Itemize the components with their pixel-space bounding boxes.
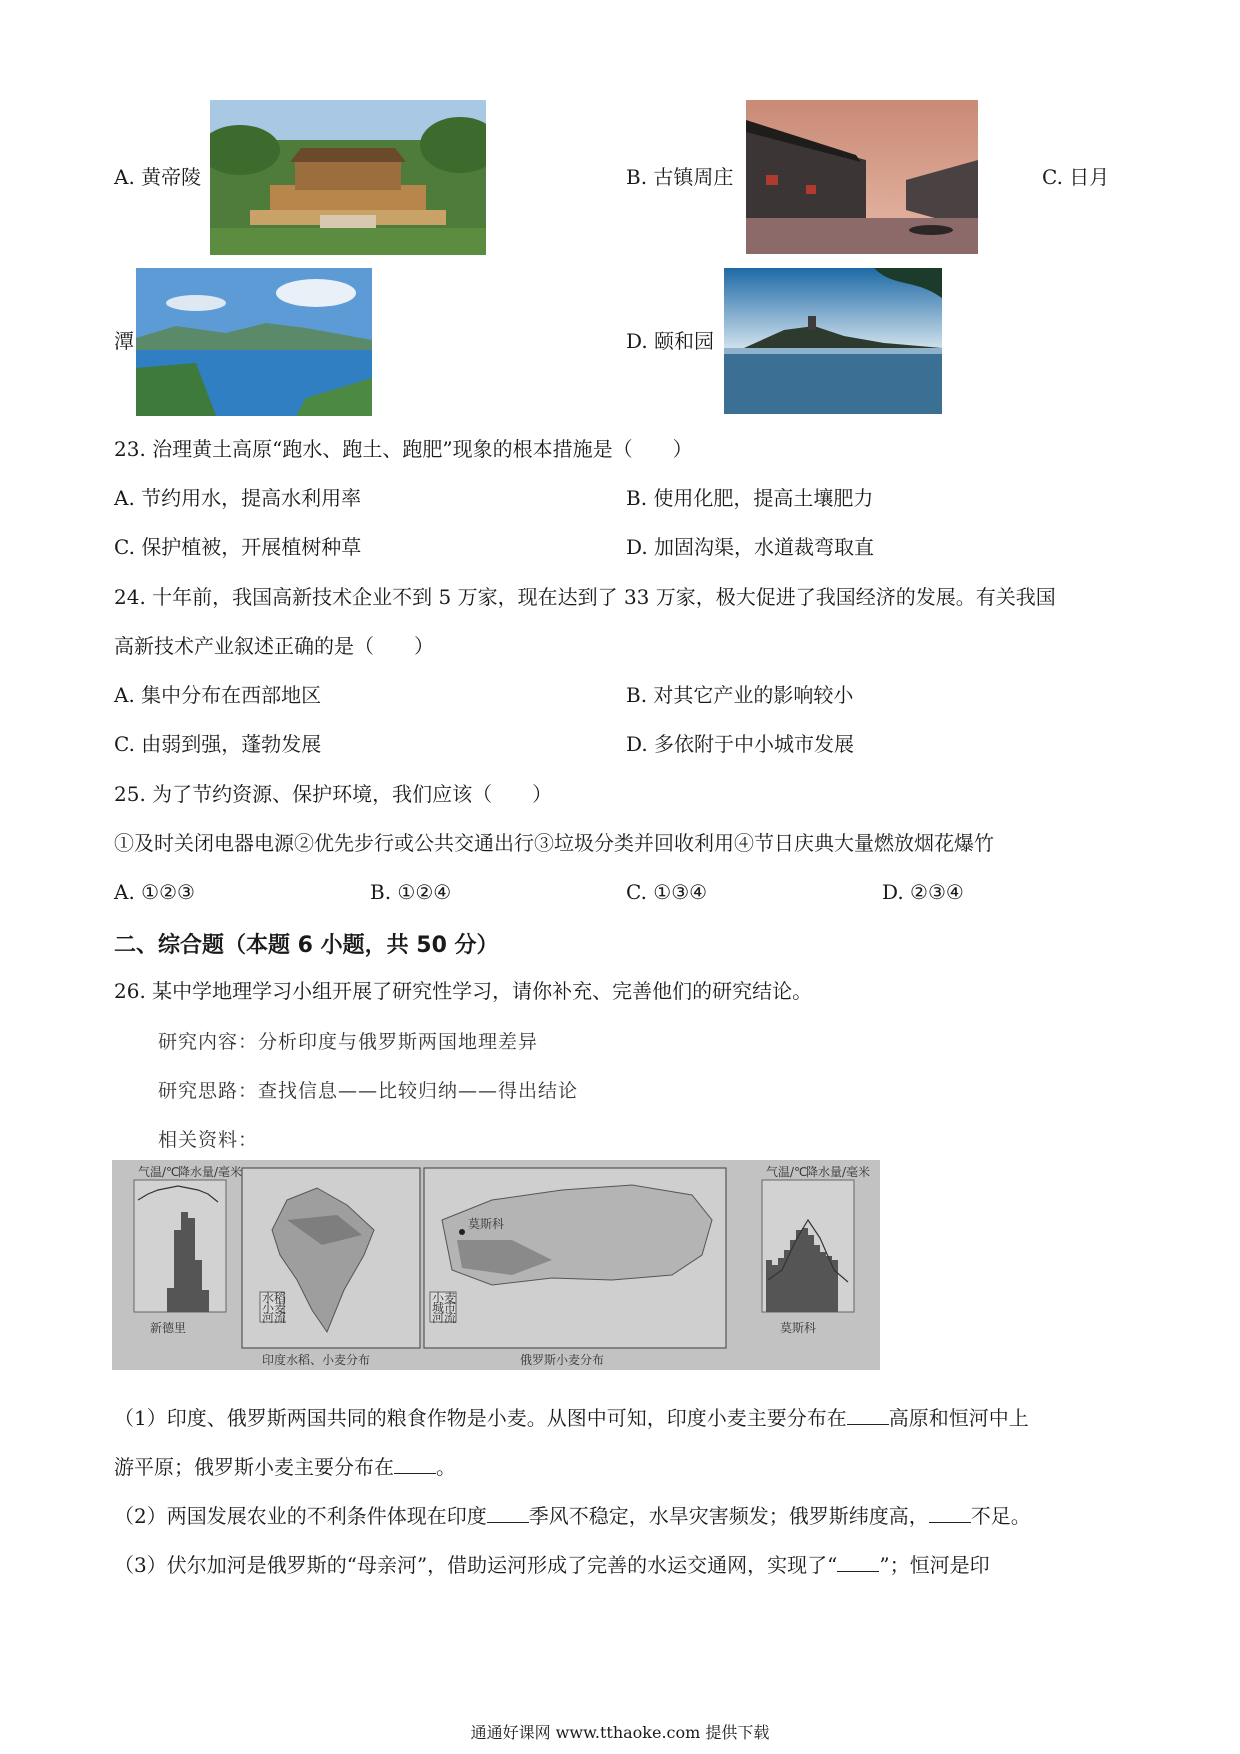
q24-option-b: B. 对其它产业的影响较小 xyxy=(626,683,854,707)
right-temp-axis-label: 气温/℃ xyxy=(766,1165,808,1179)
legend-right-2: 城市 xyxy=(432,1301,457,1315)
legend-left-3: 河流 xyxy=(262,1311,287,1325)
moscow-climate-chart xyxy=(762,1180,854,1312)
q25-option-c: C. ①③④ xyxy=(626,880,708,904)
moscow-label: 莫斯科 xyxy=(780,1321,817,1335)
q25-option-b: B. ①②④ xyxy=(370,880,452,904)
russia-map-caption: 俄罗斯小麦分布 xyxy=(520,1353,605,1367)
q26-part3 xyxy=(114,1552,990,1578)
q23-option-c: C. 保护植被，开展植树种草 xyxy=(114,535,362,559)
q23-option-a: A. 节约用水，提高水利用率 xyxy=(114,486,362,510)
q24-option-d: D. 多依附于中小城市发展 xyxy=(626,732,855,756)
india-russia-figure xyxy=(112,1160,880,1370)
q25-stem: 25. 为了节约资源、保护环境，我们应该（ ） xyxy=(114,782,553,806)
q26-stem: 26. 某中学地理学习小组开展了研究性学习，请你补充、完善他们的研究结论。 xyxy=(114,979,813,1003)
q26-blank-2[interactable] xyxy=(394,1455,436,1474)
new-delhi-label: 新德里 xyxy=(150,1321,187,1335)
page-footer: 通通好课网 www.tthaoke.com 提供下载 xyxy=(470,1723,770,1742)
q24-stem-line1: 24. 十年前，我国高新技术企业不到 5 万家，现在达到了 33 万家，极大促进了我国经济的发展。有关我国 xyxy=(114,585,1056,609)
yiheyuan-photo xyxy=(724,268,942,414)
q26-part2-text-b: 季风不稳定，水旱灾害频发；俄罗斯纬度高， xyxy=(528,1504,929,1528)
q25-option-a: A. ①②③ xyxy=(114,880,195,904)
q24-option-c: C. 由弱到强，蓬勃发展 xyxy=(114,732,322,756)
q26-research-content: 研究内容：分析印度与俄罗斯两国地理差异 xyxy=(158,1031,539,1053)
q26-materials-label: 相关资料： xyxy=(158,1129,259,1151)
q26-blank-5[interactable] xyxy=(837,1553,879,1572)
q26-part1-line1 xyxy=(114,1405,1029,1431)
new-delhi-climate-chart xyxy=(134,1180,226,1312)
moscow-map-label: 莫斯科 xyxy=(468,1217,505,1231)
right-precip-axis-label: 降水量/毫米 xyxy=(806,1165,871,1179)
left-temp-axis-label: 气温/℃ xyxy=(138,1165,180,1179)
legend-right-3: 河流 xyxy=(432,1311,457,1325)
q26-part2 xyxy=(114,1503,1031,1529)
q23-option-d: D. 加固沟渠，水道裁弯取直 xyxy=(626,535,875,559)
q26-part1-text-a: （1）印度、俄罗斯两国共同的粮食作物是小麦。从图中可知，印度小麦主要分布在 xyxy=(114,1406,847,1430)
q24-option-a: A. 集中分布在西部地区 xyxy=(114,683,322,707)
legend-left-2: 小麦 xyxy=(262,1301,287,1315)
q22-option-a-label: A. 黄帝陵 xyxy=(114,165,202,189)
q26-part3-text-b: ”；恒河是印 xyxy=(879,1553,990,1577)
q26-blank-4[interactable] xyxy=(929,1504,971,1523)
q26-blank-1[interactable] xyxy=(847,1406,889,1425)
q23-option-b: B. 使用化肥，提高土壤肥力 xyxy=(626,486,874,510)
left-precip-axis-label: 降水量/毫米 xyxy=(178,1165,243,1179)
q26-part3-text-a: （3）伏尔加河是俄罗斯的“母亲河”，借助运河形成了完善的水运交通网，实现了“ xyxy=(114,1553,838,1577)
q24-stem-line2: 高新技术产业叙述正确的是（ ） xyxy=(114,634,434,658)
q26-part1-text-d: 。 xyxy=(436,1455,456,1479)
q26-part1-text-c: 游平原；俄罗斯小麦主要分布在 xyxy=(114,1455,394,1479)
zhouzhuang-photo xyxy=(746,100,978,254)
q26-part2-text-a: （2）两国发展农业的不利条件体现在印度 xyxy=(114,1504,487,1528)
q26-part1-line2 xyxy=(114,1454,456,1480)
huangdiling-photo xyxy=(210,100,486,255)
q25-statements: ①及时关闭电器电源②优先步行或公共交通出行③垃圾分类并回收利用④节日庆典大量燃放烟花爆竹 xyxy=(114,831,994,855)
q25-option-d: D. ②③④ xyxy=(882,880,964,904)
legend-left-1: 水稻 xyxy=(262,1291,287,1305)
q23-stem: 23. 治理黄土高原“跑水、跑土、跑肥”现象的根本措施是（ ） xyxy=(114,437,693,461)
q22-option-d-label: D. 颐和园 xyxy=(626,329,715,353)
riyuetan-photo xyxy=(136,268,372,416)
section-heading: 二、综合题（本题 6 小题，共 50 分） xyxy=(114,933,499,958)
legend-right-1: 小麦 xyxy=(432,1291,457,1305)
q22-option-c-label: C. 日月 xyxy=(1042,165,1110,189)
india-map-caption: 印度水稻、小麦分布 xyxy=(262,1353,371,1367)
q22-option-c-label-cont: 潭 xyxy=(114,329,134,353)
q22-option-b-label: B. 古镇周庄 xyxy=(626,165,734,189)
q26-part1-text-b: 高原和恒河中上 xyxy=(888,1406,1029,1430)
q26-blank-3[interactable] xyxy=(487,1504,529,1523)
q26-research-approach: 研究思路：查找信息——比较归纳——得出结论 xyxy=(158,1080,579,1102)
q26-part2-text-c: 不足。 xyxy=(970,1504,1031,1528)
